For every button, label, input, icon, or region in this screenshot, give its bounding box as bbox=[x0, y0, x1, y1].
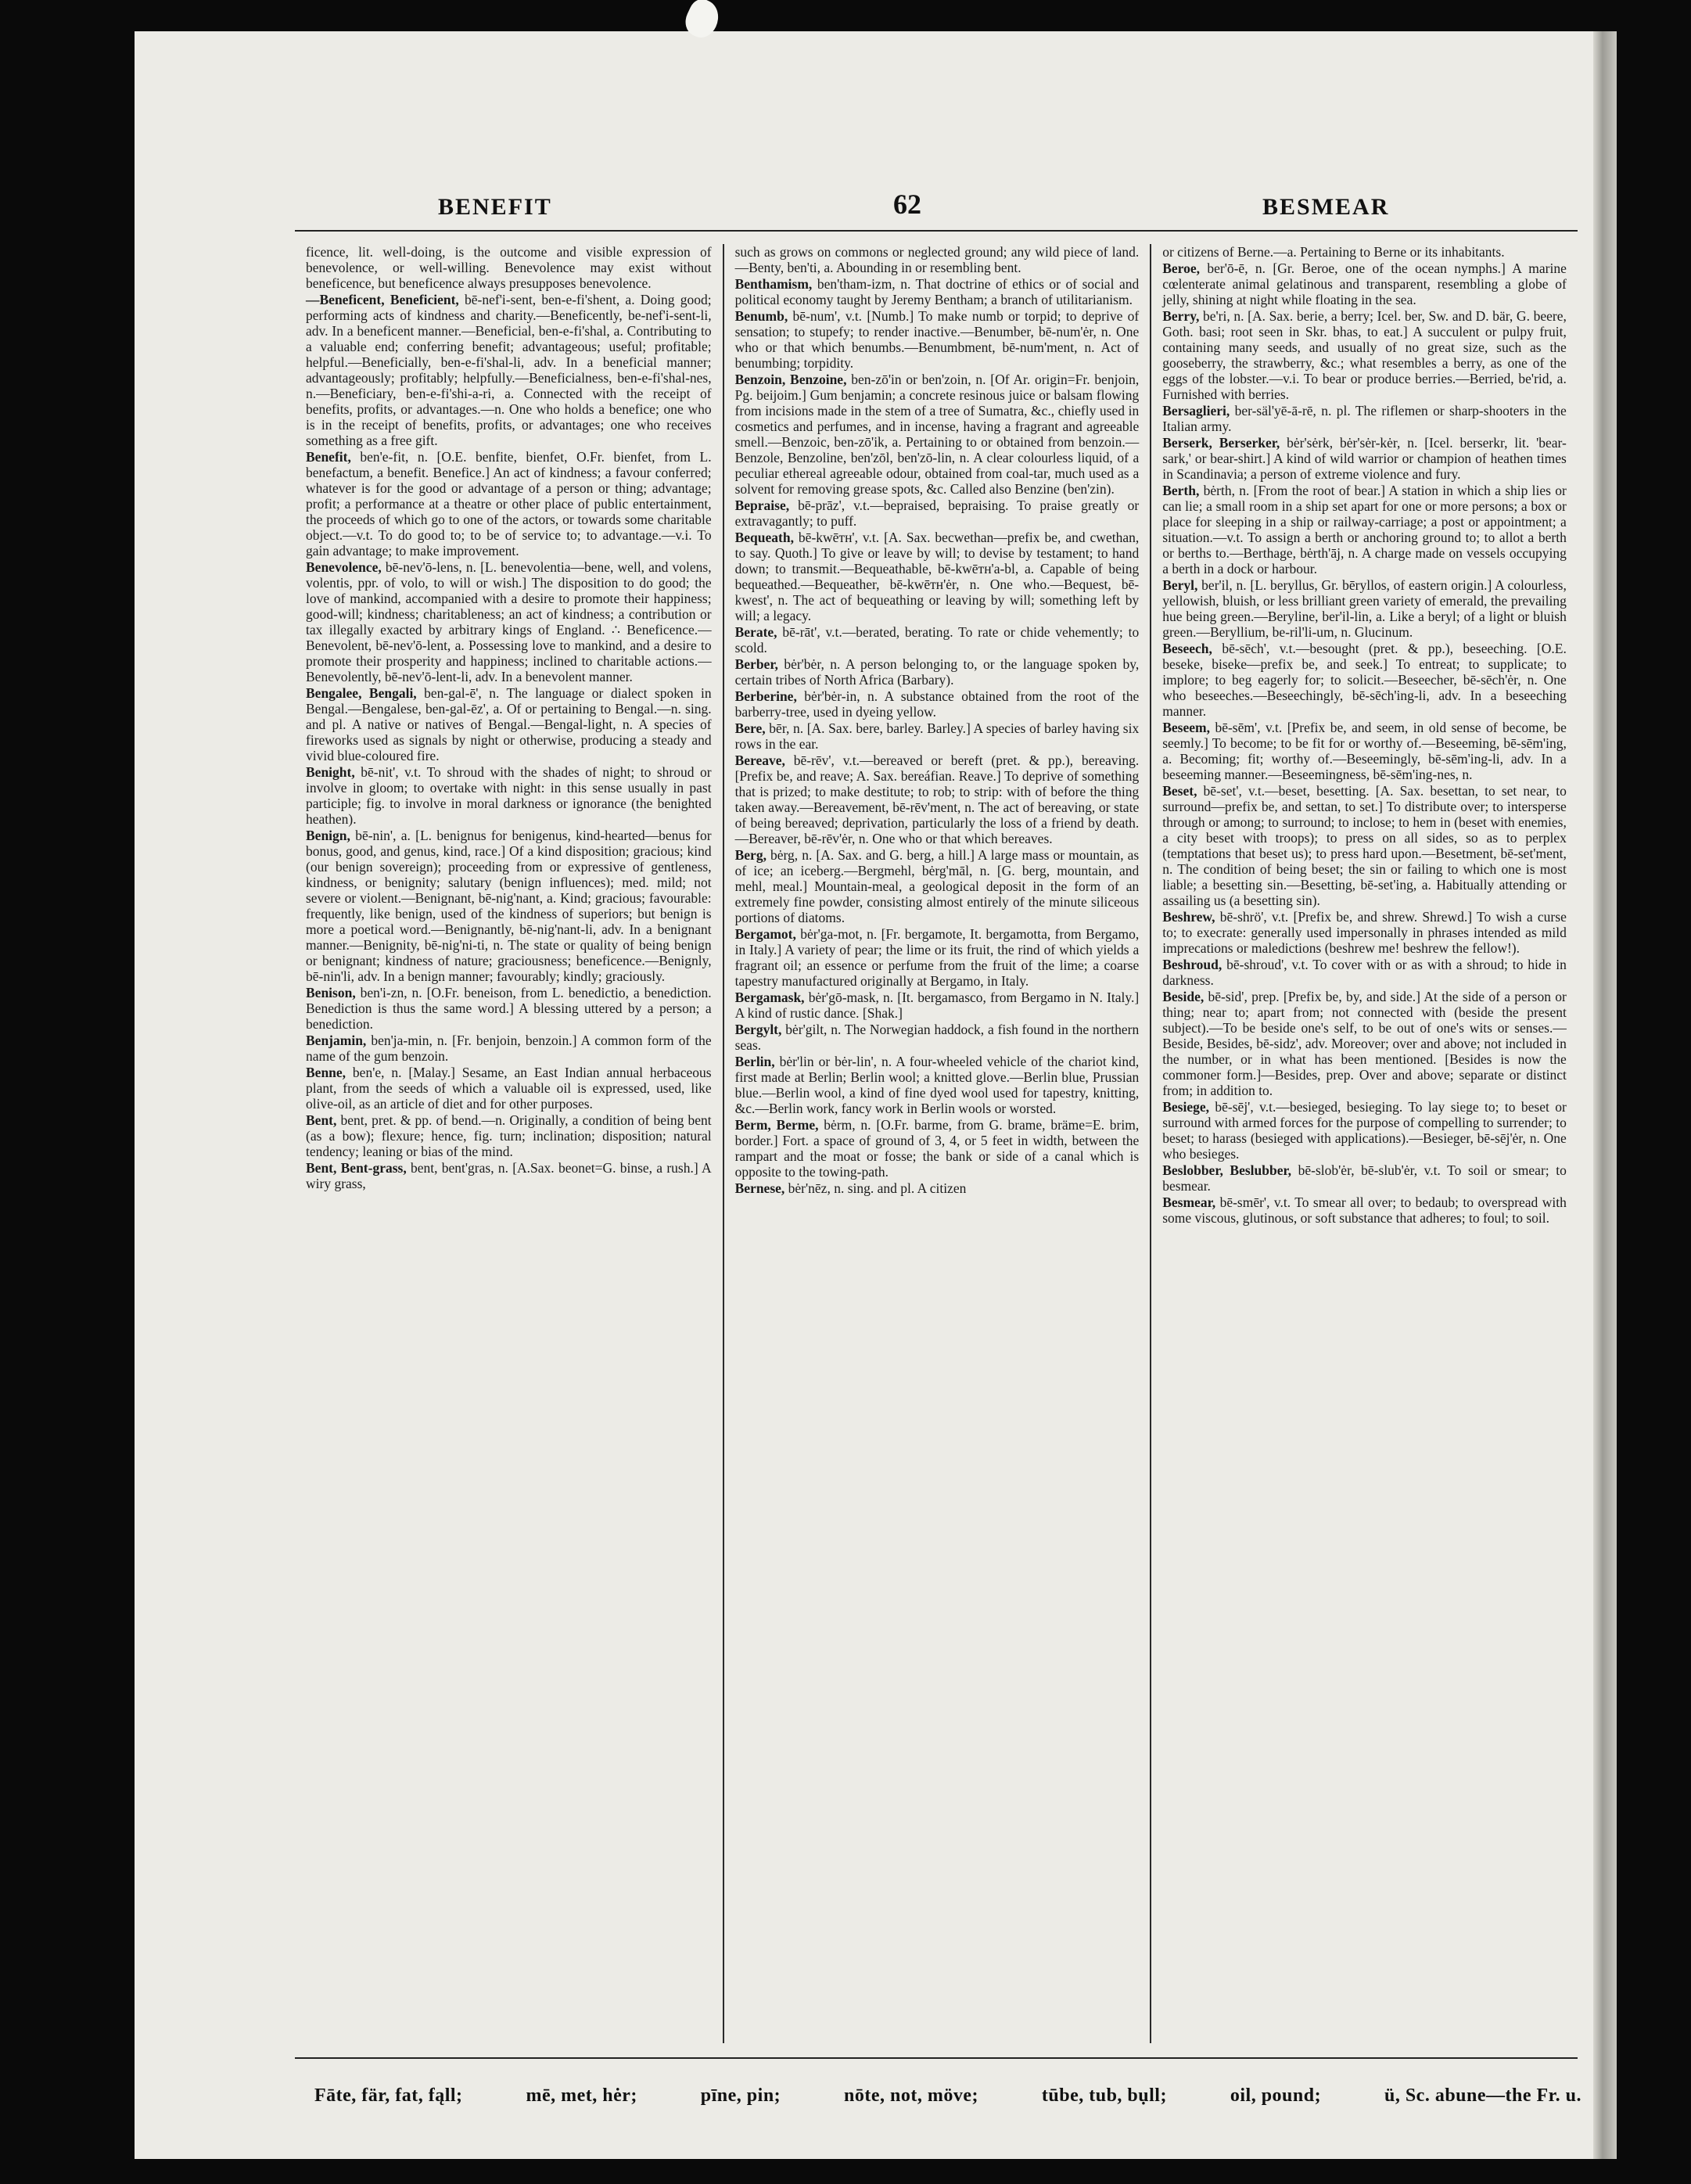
page-spine-shadow bbox=[1593, 31, 1617, 2159]
entry-definition: bėr'bėr-in, n. A substance obtained from the root of the barberry-tree, used in dyeing yellow. bbox=[734, 688, 1140, 720]
headword: Benumb, bbox=[734, 308, 788, 324]
dictionary-entry bbox=[735, 498, 1140, 529]
dictionary-entry bbox=[1162, 308, 1567, 402]
pronunciation-key-item: ü, Sc. abune—the Fr. u. bbox=[1384, 2085, 1581, 2106]
entry-definition: bē-shrö', v.t. [Prefix be, and shrew. Shrewd.] To wish a curse to; to execrate: generally used impersonally in phrases intended as mild imprecations or maledictions (beshrew me! beshrew the fellow!). bbox=[1162, 909, 1567, 956]
entry-definition: bē-kwēᴛʜ', v.t. [A. Sax. becwethan—prefix be, and cwethan, to say. Quoth.] To give or leave by will; to devise by testament; to hand down; to transmit.—Bequeathable, bē-kwēᴛʜ'a-bl, a. Capable of being bequeathed.—Bequeather, bē-kwēᴛʜ'ėr, n. One who.—Bequest, bē-kwest', n. The act of bequeathing or leaving by will; something left by will; a legacy. bbox=[734, 530, 1140, 623]
entry-definition: ben'i-zn, n. [O.Fr. beneison, from L. benedictio, a benediction. Benediction is thus the same word.] A blessing uttered by a person; a benediction. bbox=[306, 985, 712, 1032]
dictionary-entry bbox=[735, 530, 1140, 623]
dictionary-entry bbox=[735, 720, 1140, 752]
dictionary-entry bbox=[1162, 783, 1567, 908]
entry-definition: ben-zō'in or ben'zoin, n. [Of Ar. origin=Fr. benjoin, Pg. beijoim.] Gum benjamin; a concrete resinous juice or balsam flowing from incisions made in the stem of a tree of Sumatra, &c., chiefly used in cosmetics and perfumes, and in incense, having a fragrant and agreeable smell.—Benzoic, ben-zō'ik, a. Pertaining to or obtained from benzoin.—Benzole, Benzoline, ben'zōl, ben'zō-lin, n. A clear colourless liquid, of a peculiar ethereal agreeable odour, obtained from coal-tar, much used as a solvent for removing grease spots, &c. Called also Benzine (ben'zin). bbox=[734, 372, 1140, 497]
entry-definition: bē-slob'ėr, bē-slub'ėr, v.t. To soil or smear; to besmear. bbox=[1162, 1162, 1567, 1194]
entry-definition: ber'il, n. [L. beryllus, Gr. bēryllos, of eastern origin.] A colourless, yellowish, bluish, or less brilliant green variety of emerald, the prevailing hue being green.—Beryline, ber'il-lin, a. Like a beryl; of a light or bluish green.—Beryllium, be-ril'li-um, n. Glucinum. bbox=[1162, 577, 1567, 640]
dictionary-entry bbox=[735, 847, 1140, 925]
entry-definition: bē-shroud', v.t. To cover with or as with a shroud; to hide in darkness. bbox=[1162, 957, 1567, 988]
pronunciation-key-item: pīne, pin; bbox=[700, 2085, 781, 2106]
dictionary-entry bbox=[735, 308, 1140, 371]
dictionary-entry bbox=[306, 559, 712, 684]
headword: Berber, bbox=[734, 656, 778, 672]
entry-definition: bėrth, n. [From the root of bear.] A station in which a ship lies or can lie; a small room in a ship set apart for one or more persons; a box or place for sleeping in a ship or railway-carriage; a post or appointment; a situation.—v.t. To assign a berth or anchoring ground to; to allot a berth or berths to.—Berthage, bėrth'āj, n. A charge made on vessels occupying a berth in a dock or harbour. bbox=[1162, 483, 1567, 577]
entry-definition: bē-smēr', v.t. To smear all over; to bedaub; to overspread with some viscous, glutinous, or soft substance that adheres; to foul; to soil. bbox=[1162, 1194, 1567, 1226]
book-page bbox=[135, 31, 1617, 2159]
headword: Bergamot, bbox=[734, 926, 796, 942]
headword: Beroe, bbox=[1162, 260, 1201, 276]
column-middle bbox=[723, 244, 1151, 2043]
entry-definition: bent, bent'gras, n. [A.Sax. beonet=G. binse, a rush.] A wiry grass, bbox=[306, 1160, 712, 1191]
headword: —Beneficent, Beneficient, bbox=[306, 292, 459, 307]
entry-definition: bėr'sėrk, bėr'sėr-kėr, n. [Icel. berserkr, lit. 'bear-sark,' or bear-shirt.] A kind of wild warrior or champion of heathen times in Scandinavia; a person of extreme violence and fury. bbox=[1162, 435, 1567, 482]
dictionary-entry bbox=[735, 624, 1140, 656]
page-number: 62 bbox=[893, 189, 921, 220]
headword: Beshrew, bbox=[1162, 909, 1215, 925]
headword: Berserk, Berserker, bbox=[1162, 435, 1280, 451]
dictionary-entry bbox=[306, 828, 712, 984]
dictionary-entry bbox=[1162, 260, 1567, 307]
entry-definition: such as grows on commons or neglected ground; any wild piece of land.—Benty, ben'ti, a. Abounding in or resembling bent. bbox=[734, 244, 1140, 275]
pronunciation-key-item: mē, met, hėr; bbox=[526, 2085, 637, 2106]
dictionary-entry bbox=[1162, 483, 1567, 577]
headword: Benzoin, Benzoine, bbox=[734, 372, 847, 387]
dictionary-entry bbox=[306, 1160, 712, 1191]
headword: Benight, bbox=[306, 764, 355, 780]
dictionary-entry bbox=[306, 244, 712, 291]
headword: Beseem, bbox=[1162, 720, 1210, 735]
entry-definition: be'ri, n. [A. Sax. berie, a berry; Icel. ber, Sw. and D. bär, G. beere, Goth. basi; root seen in Skr. bhas, to eat.] A succulent or pulpy fruit, containing many seeds, and usually of no great size, such as the gooseberry, the strawberry, &c.; what resembles a berry, as one of the eggs of the lobster.—v.i. To bear or produce berries.—Berried, be'rid, a. Furnished with berries. bbox=[1162, 308, 1567, 402]
entry-definition: bē-set', v.t.—beset, besetting. [A. Sax. besettan, to set near, to surround—prefix be, and settan, to set.] To distribute over; to intersperse through or among; to surround; to inclose; to hem in (beset with enemies, a city beset with troops); to press on all sides, so as to perplex (temptations that beset us); to press hard upon.—Besetment, bē-set'ment, n. The condition of being beset; the sin or failing to which one is most liable; a besetting sin.—Besetting, bē-set'ing, a. Habitually attending or assailing us (a besetting sin). bbox=[1162, 783, 1567, 908]
dictionary-entry bbox=[1162, 435, 1567, 482]
dictionary-entry bbox=[735, 276, 1140, 307]
headword: Benefit, bbox=[306, 449, 351, 465]
entry-definition: ben'e-fit, n. [O.E. benfite, bienfet, O.Fr. bienfet, from L. benefactum, a benefit. Benefice.] An act of kindness; a favour conferred; whatever is for the good or advantage of a person or thing; advantage; profit; a performance at a theatre or other place of public entertainment, the proceeds of which go to one of the actors, or towards some charitable object.—v.t. To do good to; to be of service to; to advantage.—v.i. To gain advantage; to make improvement. bbox=[306, 449, 712, 559]
dictionary-entry bbox=[735, 1117, 1140, 1180]
entry-definition: bē-sēj', v.t.—besieged, besieging. To lay siege to; to beset or surround with armed forces for the purpose of compelling to surrender; to beset; to harass (besieged with applications).—Besieger, bē-sēj'ėr, n. One who besieges. bbox=[1162, 1099, 1567, 1162]
dictionary-entry bbox=[1162, 1162, 1567, 1194]
entry-definition: bē-nit', v.t. To shroud with the shades of night; to shroud or involve in gloom; to overtake with night: in this sense usually in past participle; fig. to involve in moral darkness or ignorance (the benighted heathen). bbox=[306, 764, 712, 827]
dictionary-entry bbox=[735, 688, 1140, 720]
dictionary-entry bbox=[1162, 244, 1567, 260]
dictionary-entry bbox=[1162, 577, 1567, 640]
dictionary-entry bbox=[306, 985, 712, 1032]
entry-definition: ben-gal-ē', n. The language or dialect spoken in Bengal.—Bengalese, ben-gal-ēz', a. Of or pertaining to Bengal.—n. sing. and pl. A native or natives of Bengal.—Bengal-light, n. A species of fireworks used as signals by night or otherwise, producing a steady and vivid blue-coloured fire. bbox=[306, 685, 712, 763]
dictionary-entry bbox=[735, 372, 1140, 497]
headword: Bent, bbox=[306, 1112, 337, 1128]
dictionary-entry bbox=[306, 1065, 712, 1112]
entry-definition: bē-nef'i-sent, ben-e-fi'shent, a. Doing good; performing acts of kindness and charity.—Beneficently, be-nef'i-sent-li, adv. In a beneficent manner.—Beneficial, ben-e-fi'shal, a. Contributing to a valuable end; conferring benefit; advantageous; useful; profitable; helpful.—Beneficially, ben-e-fi'shal-li, adv. In a beneficial manner; advantageously; profitably; helpfully.—Beneficialness, ben-e-fi'shal-nes, n.—Beneficiary, ben-e-fi'shi-a-ri, a. Connected with the receipt of benefits, profits, or advantages.—n. One who holds a benefice; one who is in the receipt of benefits, profits, or advantages; one who receives something as a free gift. bbox=[306, 292, 712, 448]
headword: Beside, bbox=[1162, 989, 1205, 1004]
headword: Berberine, bbox=[734, 688, 797, 704]
headword: Bereave, bbox=[734, 753, 785, 768]
dictionary-entry bbox=[735, 244, 1140, 275]
headword: Berm, Berme, bbox=[734, 1117, 819, 1133]
headword: Benjamin, bbox=[306, 1033, 367, 1048]
headword: Bent, Bent-grass, bbox=[306, 1160, 407, 1176]
entry-definition: bē-rēv', v.t.—bereaved or bereft (pret. & pp.), bereaving. [Prefix be, and reave; A. Sax. bereáfian. Reave.] To deprive of something that is prized; to make destitute; to rob; to strip: with of before the thing taken away.—Bereavement, bē-rēv'ment, n. The act of bereaving, or state of being bereaved; deprivation, particularly the loss of a friend by death.—Bereaver, bē-rēv'ėr, n. One who or that which bereaves. bbox=[734, 753, 1140, 846]
headword: Benign, bbox=[306, 828, 350, 843]
running-header bbox=[135, 164, 1570, 219]
entry-definition: bē-rāt', v.t.—berated, berating. To rate or chide vehemently; to scold. bbox=[734, 624, 1140, 656]
headword: Bersaglieri, bbox=[1162, 403, 1230, 418]
entry-definition: bē-sid', prep. [Prefix be, by, and side.] At the side of a person or thing; near to; apart from; not connected with (beside the present subject).—To be beside one's self, to be out of one's wits or senses.—Beside, Besides, bē-sidz', adv. Moreover; over and above; not included in the number, or in what has been mentioned. [Besides is now the commoner form.]—Besides, prep. Over and above; separate or distinct from; in addition to. bbox=[1162, 989, 1567, 1098]
dictionary-entry bbox=[1162, 720, 1567, 782]
dictionary-entry bbox=[306, 449, 712, 559]
column-left bbox=[295, 244, 723, 2043]
headword: Besiege, bbox=[1162, 1099, 1209, 1115]
headword: Beslobber, Beslubber, bbox=[1162, 1162, 1292, 1178]
entry-definition: bē-sēch', v.t.—besought (pret. & pp.), beseeching. [O.E. beseke, biseke—prefix be, and seek.] To entreat; to supplicate; to implore; to beg eagerly for; to solicit.—Beseecher, bē-sēch'ėr, n. One who beseeches.—Beseechingly, bē-sēch'ing-li, adv. In a beseeching manner. bbox=[1162, 641, 1567, 719]
headword: Berlin, bbox=[734, 1054, 775, 1069]
entry-definition: bėr'gilt, n. The Norwegian haddock, a fish found in the northern seas. bbox=[734, 1022, 1140, 1053]
header-rule bbox=[295, 230, 1578, 232]
headword: Berth, bbox=[1162, 483, 1200, 498]
headword: Benison, bbox=[306, 985, 356, 1000]
headword: Bergylt, bbox=[734, 1022, 782, 1037]
entry-definition: bėr'ga-mot, n. [Fr. bergamote, It. bergamotta, from Bergamo, in Italy.] A variety of pear; the lime or its fruit, the rind of which yields a fragrant oil; an essence or perfume from the fruit of the lime; a coarse tapestry manufactured originally at Bergamo, in Italy. bbox=[734, 926, 1140, 989]
headword: Benevolence, bbox=[306, 559, 382, 575]
dictionary-entry bbox=[1162, 1099, 1567, 1162]
entry-definition: bėr'nēz, n. sing. and pl. A citizen bbox=[788, 1180, 967, 1196]
headword: Beseech, bbox=[1162, 641, 1212, 656]
headword: Berry, bbox=[1162, 308, 1200, 324]
entry-definition: bē-nin', a. [L. benignus for benigenus, kind-hearted—benus for bonus, good, and genus, kind, race.] Of a kind disposition; gracious; kind (our benign sovereign); proceeding from or expressive of gentleness, kindness, or benignity; salutary (benign influences); med. mild; not severe or violent.—Benignant, bē-nig'nant, a. Kind; gracious; favourable: frequently, like benign, used of the kindness of superiors; but benign is more a poetical word.—Benignantly, bē-nig'nant-li, adv. In a benignant manner.—Benignity, bē-nig'ni-ti, n. The state or quality of being benign or benignant; kindness of nature; graciousness; beneficence.—Benignly, bē-nin'li, adv. In a benign manner; favourably; kindly; graciously. bbox=[306, 828, 712, 984]
dictionary-entry bbox=[306, 292, 712, 448]
headword: Bergamask, bbox=[734, 990, 805, 1005]
entry-definition: or citizens of Berne.—a. Pertaining to Berne or its inhabitants. bbox=[1162, 244, 1505, 260]
headword: Bernese, bbox=[734, 1180, 785, 1196]
headword: Beshroud, bbox=[1162, 957, 1222, 972]
dictionary-entry bbox=[735, 1022, 1140, 1053]
pronunciation-key bbox=[314, 2085, 1581, 2107]
dictionary-entry bbox=[735, 1180, 1140, 1196]
dictionary-entry bbox=[1162, 989, 1567, 1098]
headword: Besmear, bbox=[1162, 1194, 1216, 1210]
entry-definition: ben'e, n. [Malay.] Sesame, an East Indian annual herbaceous plant, from the seeds of which a valuable oil is expressed, used, like olive-oil, as an article of diet and for other purposes. bbox=[306, 1065, 712, 1112]
entry-definition: bē-nev'ō-lens, n. [L. benevolentia—bene, well, and volens, volentis, ppr. of volo, to will or wish.] The disposition to do good; the love of mankind, accompanied with a desire to promote their happiness; good-will; kindness; charitableness; an act of kindness; a contribution or tax illegally exacted by arbitrary kings of England. ∴ Beneficence.—Benevolent, bē-nev'ō-lent, a. Possessing love to mankind, and a desire to promote their prosperity and happiness; inclined to charitable actions.—Benevolently, bē-nev'ō-lent-li, adv. In a benevolent manner. bbox=[306, 559, 712, 684]
dictionary-entry bbox=[306, 764, 712, 827]
dictionary-entry bbox=[1162, 403, 1567, 434]
entry-definition: ben'tham-izm, n. That doctrine of ethics or of social and political economy taught by Jeremy Bentham; a branch of utilitarianism. bbox=[734, 276, 1140, 307]
entry-definition: bent, pret. & pp. of bend.—n. Originally, a condition of being bent (as a bow); flexure; hence, fig. turn; inclination; disposition; natural tendency; leaning or bias of the mind. bbox=[306, 1112, 712, 1159]
entry-definition: ficence, lit. well-doing, is the outcome and visible expression of benevolence, or well-willing. Benevolence may exist without beneficence, but beneficence always presupposes benevolence. bbox=[306, 244, 712, 291]
entry-definition: bėrm, n. [O.Fr. barme, from G. brame, bräme=E. brim, border.] Fort. a space of ground of 3, 4, or 5 feet in width, between the rampart and the moat or fosse; the bank or side of a canal which is opposite to the towing-path. bbox=[734, 1117, 1140, 1180]
headword: Bepraise, bbox=[734, 498, 790, 513]
pronunciation-key-item: Fāte, fär, fat, fąll; bbox=[314, 2085, 463, 2106]
pronunciation-key-item: tūbe, tub, bụll; bbox=[1041, 2085, 1167, 2106]
dictionary-entry bbox=[306, 1112, 712, 1159]
headword: Beset, bbox=[1162, 783, 1197, 799]
pronunciation-key-item: nōte, not, möve; bbox=[844, 2085, 979, 2106]
headword: Bequeath, bbox=[734, 530, 794, 545]
headword: Bere, bbox=[734, 720, 766, 736]
entry-definition: bėrg, n. [A. Sax. and G. berg, a hill.] A large mass or mountain, as of ice; an iceberg.—Bergmehl, bėrg'māl, n. [G. berg, mountain, and mehl, meal.] Mountain-meal, a geological deposit in the form of an extremely fine powder, consisting almost entirely of the minute siliceous portions of diatoms. bbox=[734, 847, 1140, 925]
entry-definition: bēr, n. [A. Sax. bere, barley. Barley.] A species of barley having six rows in the ear. bbox=[734, 720, 1140, 752]
entry-definition: bē-prāz', v.t.—bepraised, bepraising. To praise greatly or extravagantly; to puff. bbox=[734, 498, 1140, 529]
dictionary-entry bbox=[735, 990, 1140, 1021]
headword: Berg, bbox=[734, 847, 767, 863]
pronunciation-key-item: oil, pound; bbox=[1230, 2085, 1322, 2106]
dictionary-columns bbox=[295, 244, 1578, 2043]
entry-definition: bē-num', v.t. [Numb.] To make numb or torpid; to deprive of sensation; to stupefy; to render inactive.—Benumber, bē-num'ėr, n. One who or that which benumbs.—Benumbment, bē-num'ment, n. Act of benumbing; torpidity. bbox=[734, 308, 1140, 371]
headword: Bengalee, Bengali, bbox=[306, 685, 417, 701]
dictionary-entry bbox=[735, 1054, 1140, 1116]
entry-definition: ber-säl'yē-ā-rē, n. pl. The riflemen or sharp-shooters in the Italian army. bbox=[1162, 403, 1567, 434]
dictionary-entry bbox=[735, 656, 1140, 688]
headword: Benne, bbox=[306, 1065, 346, 1080]
headword: Benthamism, bbox=[734, 276, 813, 292]
column-right bbox=[1150, 244, 1578, 2043]
dictionary-entry bbox=[1162, 1194, 1567, 1226]
dictionary-entry bbox=[1162, 957, 1567, 988]
entry-definition: bėr'lin or bėr-lin', n. A four-wheeled vehicle of the chariot kind, first made at Berlin; Berlin wool; a knitted glove.—Berlin blue, Prussian blue.—Berlin wool, a kind of fine dyed wool used for tapestry, knitting, &c.—Berlin work, fancy work in Berlin wools or worsted. bbox=[734, 1054, 1140, 1116]
dictionary-entry bbox=[735, 926, 1140, 989]
dictionary-entry bbox=[1162, 909, 1567, 956]
entry-definition: bėr'gō-mask, n. [It. bergamasco, from Bergamo in N. Italy.] A kind of rustic dance. [Shak.] bbox=[734, 990, 1140, 1021]
dictionary-entry bbox=[306, 685, 712, 763]
entry-definition: bėr'bėr, n. A person belonging to, or the language spoken by, certain tribes of North Africa (Barbary). bbox=[734, 656, 1140, 688]
entry-definition: ben'ja-min, n. [Fr. benjoin, benzoin.] A common form of the name of the gum benzoin. bbox=[306, 1033, 712, 1064]
entry-definition: ber'ō-ē, n. [Gr. Beroe, one of the ocean nymphs.] A marine cœlenterate animal gelatinous and transparent, resembling a globe of jelly, shining at night while floating in the sea. bbox=[1162, 260, 1567, 307]
dictionary-entry bbox=[306, 1033, 712, 1064]
dictionary-entry bbox=[735, 753, 1140, 846]
entry-definition: bē-sēm', v.t. [Prefix be, and seem, in old sense of become, be seemly.] To become; to be fit for or worthy of.—Beseeming, bē-sēm'ing, a. Becoming; fit; worthy of.—Beseemingly, bē-sēm'ing-li, adv. In a beseeming manner.—Beseemingness, bē-sēm'ing-nes, n. bbox=[1162, 720, 1567, 782]
right-guide-word: BESMEAR bbox=[1262, 194, 1390, 220]
left-guide-word: BENEFIT bbox=[438, 194, 552, 220]
headword: Berate, bbox=[734, 624, 777, 640]
footer-rule bbox=[295, 2057, 1578, 2059]
headword: Beryl, bbox=[1162, 577, 1198, 593]
dictionary-entry bbox=[1162, 641, 1567, 719]
